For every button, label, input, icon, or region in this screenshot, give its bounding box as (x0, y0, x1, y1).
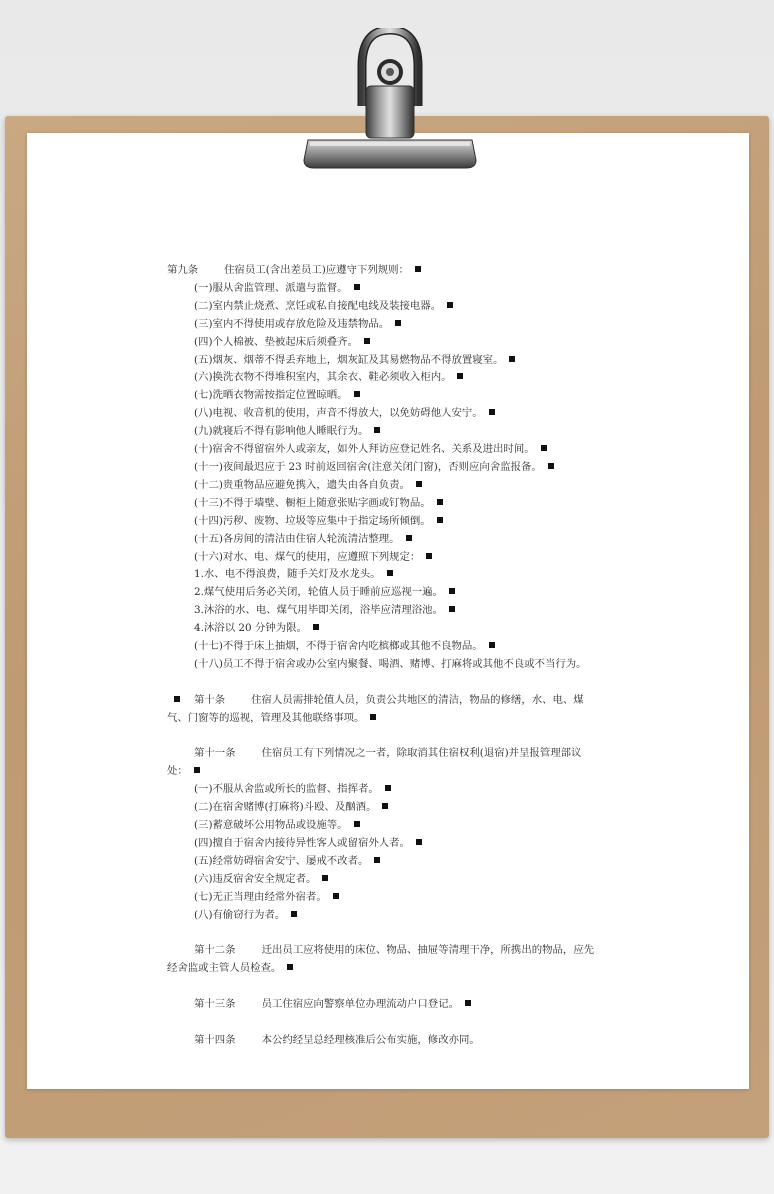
article-9-item: (十八)员工不得于宿舍或办公室内聚餐、喝酒、赌博、打麻将或其他不良或不当行为。 (194, 657, 587, 670)
article-9-item: (二)室内禁止烧煮、烹饪或私自接配电线及装接电器。 (194, 299, 442, 312)
binder-clip-icon (300, 28, 480, 178)
article-9-item: (十一)夜间最迟应于 23 时前返回宿舍(注意关闭门窗)，否则应向舍监报备。 (194, 460, 542, 473)
article-9-subitem: 1.水、电不得浪费，随手关灯及水龙头。 (194, 568, 381, 581)
article-12-text-cont: 经舍监或主管人员检查。 (167, 962, 282, 975)
article-10-title: 第十条 (194, 693, 226, 706)
article-13-title: 第十三条 (194, 998, 236, 1011)
article-9-item: (三)室内不得使用或存放危险及违禁物品。 (194, 317, 390, 330)
article-11-text: 住宿员工有下列情况之一者，除取消其住宿权利(退宿)并呈报管理部议 (261, 747, 582, 760)
article-11-item: (三)蓄意破坏公用物品或设施等。 (194, 819, 348, 832)
article-9-item: (七)洗晒衣物需按指定位置晾晒。 (194, 389, 348, 402)
article-9-item: (十三)不得于墙壁、橱柜上随意张贴字画或钉物品。 (194, 496, 431, 509)
article-9-item: (五)烟灰、烟蒂不得丢弃地上，烟灰缸及其易燃物品不得放置寝室。 (194, 353, 504, 366)
article-11-item: (八)有偷窃行为者。 (194, 908, 286, 921)
article-10-text: 住宿人员需排轮值人员，负责公共地区的清洁，物品的修缮，水、电、煤 (251, 693, 584, 706)
article-11-item: (一)不服从舍监或所长的监督、指挥者。 (194, 783, 379, 796)
article-14-title: 第十四条 (194, 1033, 236, 1046)
article-11-text-cont: 处： (167, 765, 188, 778)
article-9-title: 第九条 (167, 264, 199, 276)
regulation-document (167, 262, 607, 1050)
article-9-text: 住宿员工(含出差员工)应遵守下列规则： (224, 264, 409, 276)
article-10-text-cont: 气、门窗等的巡视，管理及其他联络事项。 (167, 711, 365, 724)
article-9-item: (十二)贵重物品应避免携入，遗失由各自负责。 (194, 478, 410, 491)
article-12-title: 第十二条 (194, 944, 236, 957)
article-14-text: 本公约经呈总经理核准后公布实施，修改亦同。 (261, 1033, 480, 1046)
article-11-item: (七)无正当理由经常外宿者。 (194, 890, 327, 903)
article-9-item: (九)就寝后不得有影响他人睡眠行为。 (194, 425, 369, 438)
article-11-item: (六)违反宿舍安全规定者。 (194, 872, 317, 885)
article-9-item: (八)电视、收音机的使用，声音不得放大，以免妨碍他人安宁。 (194, 407, 483, 420)
article-11-item: (四)擅自于宿舍内接待异性客人或留宿外人者。 (194, 836, 410, 849)
article-9-item: (十五)各房间的清洁由住宿人轮流清洁整理。 (194, 532, 400, 545)
article-12-text: 迁出员工应将使用的床位、物品、抽屉等清理干净，所携出的物品，应先 (261, 944, 595, 957)
article-9-subitem: 4.沐浴以 20 分钟为限。 (194, 622, 307, 635)
article-9-item: (一)服从舍监管理、派遣与监督。 (194, 281, 348, 294)
article-11-title: 第十一条 (194, 747, 236, 760)
article-9-subitem: 3.沐浴的水、电、煤气用毕即关闭，浴毕应清理浴池。 (194, 604, 443, 617)
article-9-item: (十七)不得于床上抽烟，不得于宿舍内吃槟榔或其他不良物品。 (194, 640, 483, 653)
article-9-item: (四)个人棉被、垫被起床后须叠齐。 (194, 335, 358, 348)
article-13-text: 员工住宿应向警察单位办理流动户口登记。 (261, 998, 459, 1011)
article-9-item: (十六)对水、电、煤气的使用，应遵照下列规定： (194, 550, 421, 563)
article-9-item: (十四)污秽、废物、垃圾等应集中于指定场所倾倒。 (194, 514, 431, 527)
article-9-item: (六)换洗衣物不得堆积室内，其余衣、鞋必须收入柜内。 (194, 371, 452, 384)
article-9-subitem: 2.煤气使用后务必关闭，轮值人员于睡前应巡视一遍。 (194, 586, 443, 599)
article-11-item: (五)经常妨碍宿舍安宁、屡戒不改者。 (194, 854, 369, 867)
article-11-item: (二)在宿舍赌博(打麻将)斗殴、及酗酒。 (194, 801, 377, 814)
article-9-item: (十)宿舍不得留宿外人或亲友，如外人拜访应登记姓名、关系及进出时间。 (194, 443, 535, 456)
